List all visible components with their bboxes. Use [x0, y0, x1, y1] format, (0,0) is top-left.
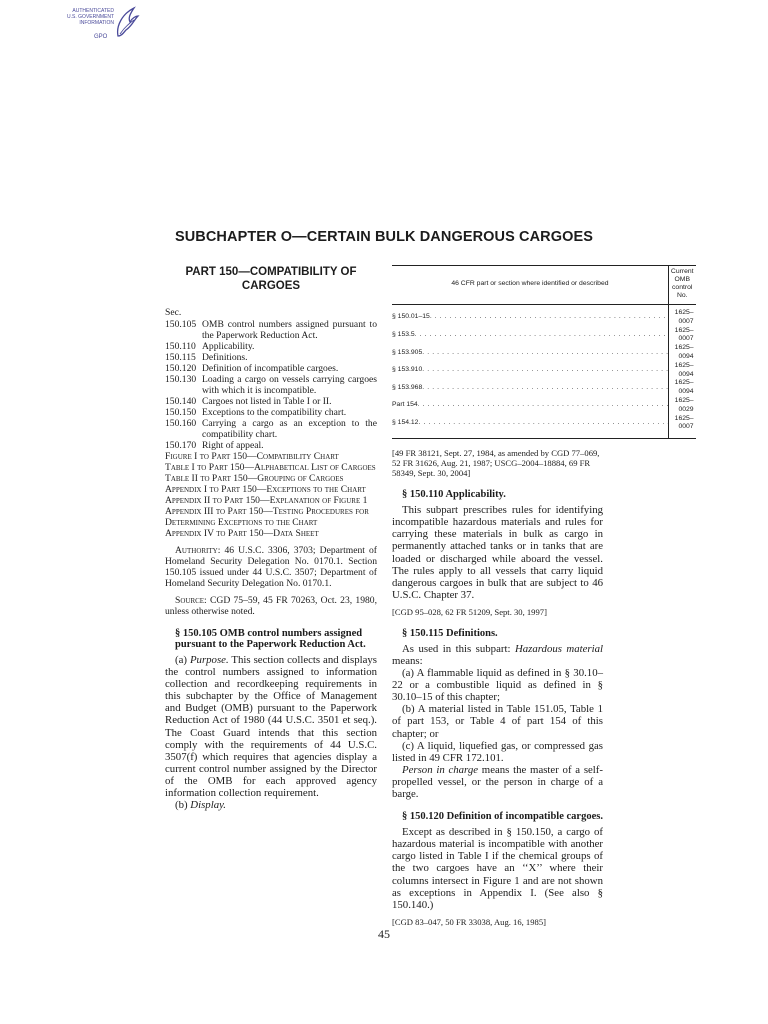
- table-row: § 153.5 . . . 1625–0007: [392, 327, 696, 345]
- gpo-logo-sub: GPO: [94, 34, 108, 40]
- toc-entry[interactable]: 150.160 Carrying a cargo as an exception to the compatibility chart.: [165, 418, 377, 440]
- toc-appendix[interactable]: Appendix IV to Part 150—Data Sheet: [165, 528, 319, 539]
- toc-entry[interactable]: 150.120 Definition of incompatible cargoes.: [165, 363, 339, 374]
- table-row: Part 154 . . . 1625–0029: [392, 397, 696, 415]
- section-150-115-item-a: (a) A flammable liquid as defined in § 30.10–22 or a combustible liquid as defined in § 30.10–15 of this chapter;: [392, 667, 603, 704]
- section-150-110-citation: [CGD 95–028, 62 FR 51209, Sept. 30, 1997]: [392, 606, 547, 617]
- toc-entry[interactable]: 150.110 Applicability.: [165, 341, 255, 352]
- section-150-110-text: This subpart prescribes rules for identifying incompatible hazardous materials and rules for carrying these materials in bulk as cargo in permanently attached tanks or in tanks that are loaded or discharged while aboard the vessel. The rules apply to all vessels that carry liquid dangerous cargoes in bulk that are subject to 46 U.S.C. Chapter 37.: [392, 504, 603, 601]
- eagle-icon: [114, 6, 140, 42]
- table-row: § 153.968 . . . 1625–0094: [392, 379, 696, 397]
- section-150-105-para-b: (b) Display.: [175, 799, 226, 812]
- toc-entry[interactable]: 150.140 Cargoes not listed in Table I or II.: [165, 396, 332, 407]
- subchapter-title: SUBCHAPTER O—CERTAIN BULK DANGEROUS CARGOES: [174, 229, 594, 245]
- toc-appendix[interactable]: Table II to Part 150—Grouping of Cargoes: [165, 473, 344, 484]
- toc-appendix[interactable]: Table I to Part 150—Alphabetical List of Cargoes: [165, 462, 376, 473]
- section-150-105-heading: § 150.105 OMB control numbers assigned pursuant to the Paperwork Reduction Act.: [175, 628, 366, 650]
- section-150-110-heading: § 150.110 Applicability.: [402, 489, 506, 501]
- section-150-115-heading: § 150.115 Definitions.: [402, 627, 498, 639]
- toc-entry[interactable]: 150.150 Exceptions to the compatibility chart.: [165, 407, 347, 418]
- section-150-115-intro: As used in this subpart: Hazardous material means:: [392, 642, 604, 667]
- section-150-120-text: Except as described in § 150.150, a cargo of hazardous material is incompatible with another cargo listed in Table I if the chemical groups of the two cargoes have an ‘‘X’’ where their columns intersect in Figure 1 and are not shown as exceptions in Appendix I. (See also § 150.140.): [392, 826, 603, 911]
- omb-control-table: [392, 265, 696, 439]
- table-row: § 153.910 . . . 1625–0094: [392, 362, 696, 380]
- part-title: PART 150—COMPATIBILITY OF CARGOES: [185, 266, 357, 292]
- section-150-105-citation: [49 FR 38121, Sept. 27, 1984, as amended by CGD 77–069, 52 FR 31626, Aug. 21, 1987; USCG–2004–18884, 69 FR 58349, Sept. 30, 2004]: [392, 448, 600, 479]
- gpo-authentication-logo: [56, 6, 142, 46]
- table-row: § 154.12 . . . 1625–0007: [392, 415, 696, 439]
- toc-sec-label: Sec.: [165, 307, 182, 318]
- omb-table-header-section: 46 CFR part or section where identified or described: [392, 266, 668, 305]
- omb-table-header-control: Current OMB control No.: [668, 266, 695, 305]
- toc-appendix[interactable]: Appendix I to Part 150—Exceptions to the Chart: [165, 484, 366, 495]
- section-150-105-para-a: (a) Purpose. This section collects and displays the control numbers assigned to information collection and recordkeeping requirements in this subchapter by the Office of Management and Budget (OMB) pursuant to the Paperwork Reduction Act of 1980 (44 U.S.C. 3501 et seq.). The Coast Guard intends that this section comply with the requirements of 44 U.S.C. 3507(f) which requires that agencies display a current control number assigned by the Director of the OMB for each approved agency information collection requirement.: [165, 654, 378, 800]
- source-note: Source: CGD 75–59, 45 FR 70263, Oct. 23, 1980, unless otherwise noted.: [165, 595, 377, 617]
- page-number: 45: [378, 927, 390, 941]
- toc-entry[interactable]: 150.105 OMB control numbers assigned pursuant to the Paperwork Reduction Act.: [165, 319, 377, 341]
- section-150-115-item-c: (c) A liquid, liquefied gas, or compressed gas listed in 49 CFR 172.101.: [392, 739, 603, 764]
- toc-entry[interactable]: 150.170 Right of appeal.: [165, 440, 264, 451]
- toc-appendix[interactable]: Appendix III to Part 150—Testing Procedures for Determining Exceptions to the Chart: [165, 506, 369, 528]
- section-150-115-item-b: (b) A material listed in Table 151.05, Table 1 of part 153, or Table 4 of part 154 of this chapter; or: [392, 703, 603, 740]
- toc-appendix[interactable]: Figure I to Part 150—Compatibility Chart: [165, 451, 339, 462]
- authority-note: Authority: 46 U.S.C. 3306, 3703; Department of Homeland Security Delegation No. 0170.1. Section 150.105 issued under 44 U.S.C. 3507; Department of Homeland Security Delegation No. 0170.1.: [165, 545, 377, 589]
- toc-entry[interactable]: 150.130 Loading a cargo on vessels carrying cargoes with which it is incompatible.: [165, 374, 377, 396]
- table-of-contents: [165, 307, 377, 539]
- left-column: [165, 265, 377, 811]
- section-150-120-heading: § 150.120 Definition of incompatible cargoes.: [402, 811, 603, 823]
- gpo-logo-text: AUTHENTICATED U.S. GOVERNMENT INFORMATION: [67, 8, 114, 26]
- toc-appendix[interactable]: Appendix II to Part 150—Explanation of Figure 1: [165, 495, 368, 506]
- right-column: [392, 265, 694, 927]
- section-150-115-person-in-charge: Person in charge means the master of a self-propelled vessel, or the person in charge of a barge.: [392, 763, 604, 801]
- toc-entry[interactable]: 150.115 Definitions.: [165, 352, 248, 363]
- table-row: § 150.01–15 . . . 1625–0007: [392, 305, 696, 327]
- table-row: § 153.905 . . . 1625–0094: [392, 344, 696, 362]
- section-150-120-citation: [CGD 83–047, 50 FR 33038, Aug. 16, 1985]: [392, 916, 546, 927]
